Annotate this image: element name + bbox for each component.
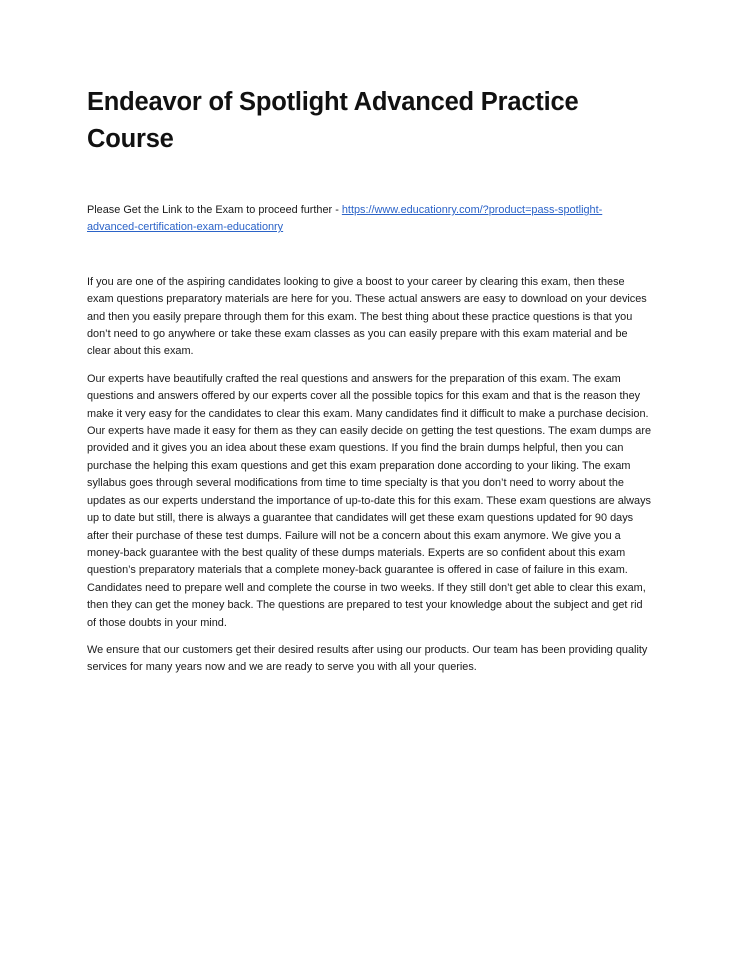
exam-link[interactable]: https://www.educationry.com/?product=pass-spotlight-advanced-certification-exam-educationry: [87, 204, 603, 234]
paragraph: We ensure that our customers get their desired results after using our products. Our team has been providing quality services for many years now and we are ready to serve you with all your queries.: [87, 643, 648, 674]
paragraph: Our experts have beautifully crafted the real questions and answers for the preparation of this exam. The exam questions and answers offered by our experts cover all the possible topics for this exam and that is the reason they make it very easy for the candidates to clear this exam. Many candidates find it difficult to make a purchase decision. Our experts have made it easy for them as they can easily decide on getting the test questions. The exam dumps are provided and it gives you an idea about these exam questions. If you find the brain dumps helpful, then you can purchase the helping this exam questions and get this exam preparation done according to your liking. The exam syllabus goes through several modifications from time to time specialty is that you don’t need to worry about the updates as our experts understand the importance of up-to-date this for this exam. These exam questions are always up to date but still, there is always a guarantee that candidates will get these exam questions updated for 90 days after their purchase of these test dumps. Failure will not be a concern about this exam anymore. We give you a money-back guarantee with the best quality of these dumps materials. Experts are so confident about this exam question’s preparatory materials that a complete money-back guarantee is offered in case of failure in this exam. Candidates need to prepare well and complete the course in two weeks. If they still don’t get able to clear this exam, then they can get the money back. The questions are prepared to test your knowledge about the subject and get rid of those doubts in your mind.: [87, 372, 651, 629]
intro-line: [87, 202, 653, 237]
paragraph: If you are one of the aspiring candidates looking to give a boost to your career by clearing this exam, then these exam questions preparatory materials are here for you. These actual answers are easy to download on your devices and then you easily prepare through them for this exam. The best thing about these practice questions is that you don’t need to go anywhere or take these exam classes as you can easily prepare with this exam material and be clear about this exam.: [87, 275, 647, 358]
intro-prefix: Please Get the Link to the Exam to proceed further -: [87, 204, 342, 216]
document-page: [87, 84, 653, 687]
document-title: Endeavor of Spotlight Advanced Practice Course: [87, 88, 579, 153]
body-text: [87, 274, 653, 677]
